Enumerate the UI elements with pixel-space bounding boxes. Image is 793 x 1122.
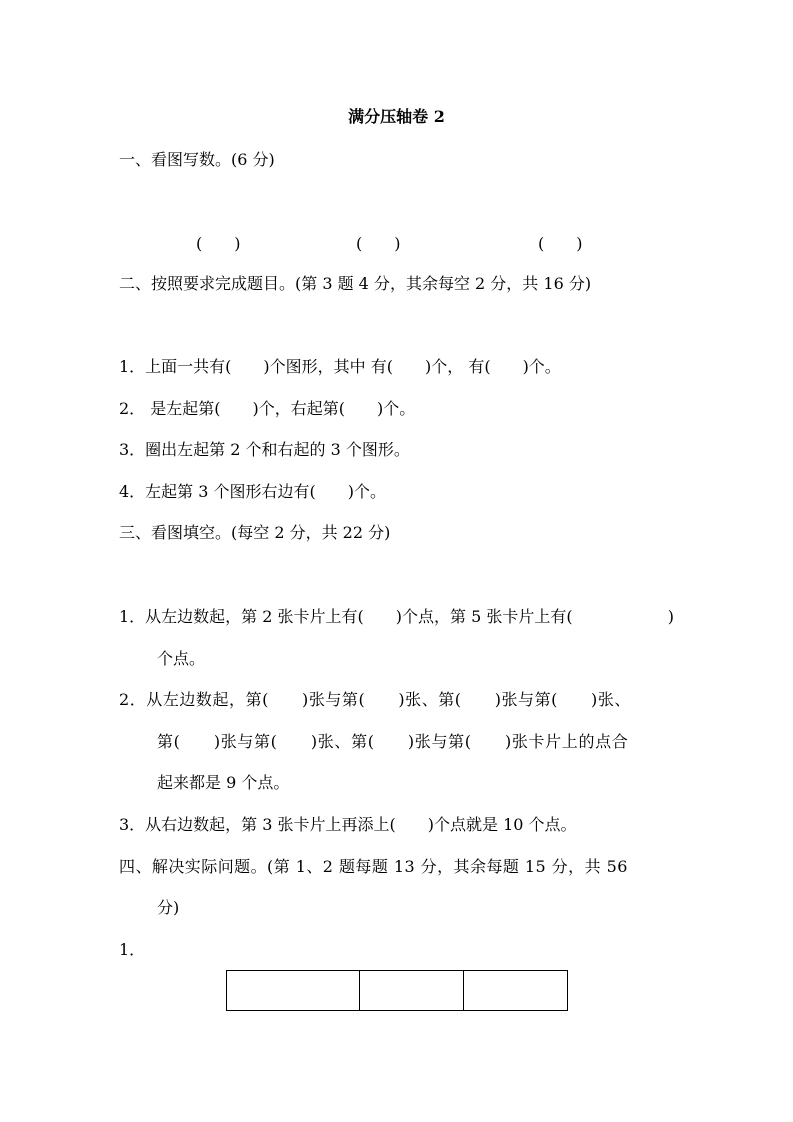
section-2-heading: 二、按照要求完成题目。(第 3 题 4 分，其余每空 2 分，共 16 分) xyxy=(119,274,592,293)
section-3-q1-paren: ) xyxy=(667,607,674,626)
section-2-item-4: 4．左起第 3 个图形右边有( )个。 xyxy=(119,482,387,501)
section-1-heading: 一、看图写数。(6 分) xyxy=(119,150,275,169)
section-4-heading-line2: 分) xyxy=(157,898,180,917)
answer-blank-2: ( ) xyxy=(356,234,401,253)
answer-table xyxy=(226,970,568,1011)
section-4-item-1-label: 1． xyxy=(119,940,146,959)
section-2-item-2: 2． 是左起第( )个，右起第( )个。 xyxy=(119,399,416,418)
section-3-q1-line2: 个点。 xyxy=(157,649,206,668)
answer-blank-3: ( ) xyxy=(538,234,583,253)
section-3-heading: 三、看图填空。(每空 2 分，共 22 分) xyxy=(119,523,391,542)
section-3-q3: 3．从右边数起，第 3 张卡片上再添上( )个点就是 10 个点。 xyxy=(119,815,577,834)
page-title: 满分压轴卷 2 xyxy=(348,107,445,126)
table-divider-1 xyxy=(359,971,360,1010)
table-divider-2 xyxy=(463,971,464,1010)
section-3-q2-line2: 第( )张与第( )张、第( )张与第( )张卡片上的点合 xyxy=(157,732,629,751)
answer-blank-1: ( ) xyxy=(196,234,241,253)
section-3-q1-line1 xyxy=(119,607,674,627)
section-2-item-1: 1．上面一共有( )个图形，其中 有( )个， 有( )个。 xyxy=(119,357,561,376)
section-3-q2-line3: 起来都是 9 个点。 xyxy=(157,773,290,792)
section-3-q1-text: 1．从左边数起，第 2 张卡片上有( )个点，第 5 张卡片上有( xyxy=(119,607,605,626)
section-4-heading-line1: 四、解决实际问题。(第 1、2 题每题 13 分，其余每题 15 分，共 56 xyxy=(119,857,628,876)
section-3-q2-line1: 2．从左边数起，第( )张与第( )张、第( )张与第( )张、 xyxy=(119,690,631,709)
section-2-item-3: 3．圈出左起第 2 个和右起的 3 个图形。 xyxy=(119,440,410,459)
